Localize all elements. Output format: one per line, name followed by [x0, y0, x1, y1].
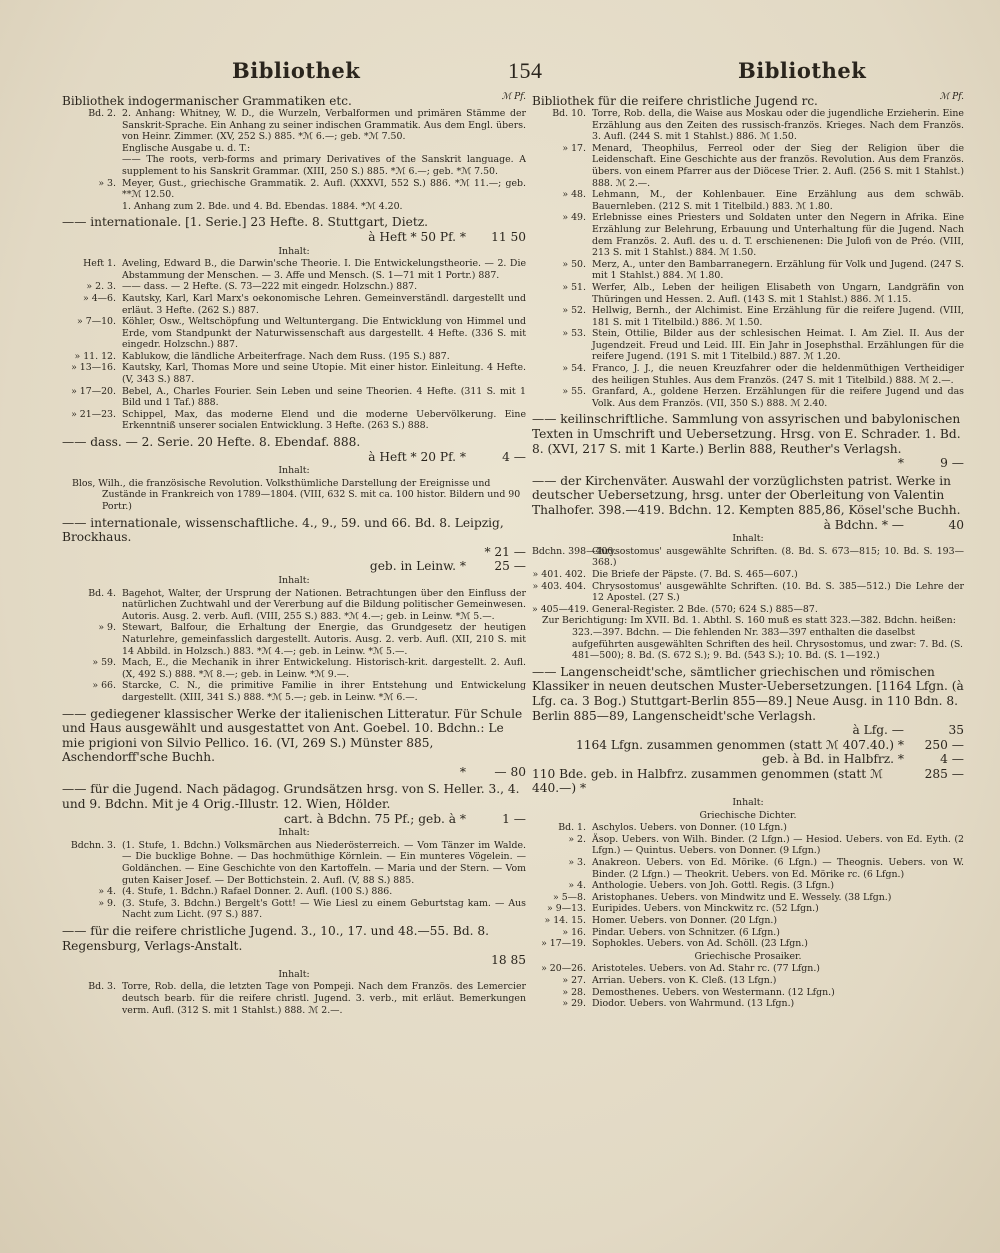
page-number: 154	[508, 58, 543, 83]
item-text: Die Briefe der Päpste. (7. Bd. S. 465—607.)	[592, 568, 798, 580]
section-heading: Griechische Dichter.	[699, 809, 797, 821]
price-line	[532, 723, 964, 738]
item-number: Bd. 2.	[88, 108, 116, 119]
entry-list	[62, 588, 526, 704]
item-text: Chrysostomus' ausgewählte Schriften. (10. Bd. S. 385—512.) Die Lehre der 12 Apostel. (27 S.)	[592, 580, 964, 604]
item-number: » 11. 12.	[74, 350, 116, 362]
item-text: Franco, J. J., die neuen Kreuzfahrer oder die heldenmüthigen Vertheidiger des heiligen Stuhles. Aus dem Französ. (247 S. mit 1 Titelbild.) 888. ℳ 2.—.	[592, 363, 964, 386]
item-number: » 17.	[562, 142, 586, 154]
item-text: Kablukow, die ländliche Arbeiterfrage. Nach dem Russ. (195 S.) 887.	[122, 350, 450, 362]
item-number: » 52.	[562, 305, 586, 317]
item-number: » 53.	[562, 328, 586, 340]
list-item	[532, 998, 964, 1010]
contents-heading: Inhalt:	[278, 465, 310, 477]
item-number: » 405—419.	[532, 603, 589, 615]
item-text: Homer. Uebers. von Donner. (20 Lfgn.)	[592, 915, 778, 926]
price-label: 110 Bde. geb. in Halbfrz. zusammen genommen (statt ℳ 440.—) *	[532, 766, 884, 796]
item-text: Menard, Theophilus, Ferreol oder der Sieg der Religion über die Leidenschaft. Eine Geschichte aus der französ. Revolution. Aus dem Französ. übers. von einem Pfarrer aus der Diöcese Trier. 2. Aufl. (256 S. mit 1 Stahlst.) 888. ℳ 2.—.	[592, 142, 964, 189]
price-line	[62, 559, 526, 574]
price-value: 4 —	[940, 752, 964, 767]
item-text: Torre, Rob. della, die Waise aus Moskau oder die jugendliche Erzieherin. Eine Erzählung aus den Zeiten des russisch-französ. Krieges. Nach dem Französ. 3. Aufl. (244 S. mit 1 Stahlst.) 886. ℳ 1.50.	[592, 108, 964, 143]
right-column	[532, 92, 964, 1229]
item-number: » 48.	[562, 189, 586, 201]
entry-list	[532, 108, 964, 409]
item-text: (3. Stufe, 3. Bdchn.) Bergelt's Gott! — Wie Liesl zu einem Geburtstag kam. — Aus Nacht zum Licht. (97 S.) 887.	[122, 897, 526, 921]
item-number: » 9.	[98, 897, 116, 909]
item-text: Diodor. Uebers. von Wahrmund. (13 Lfgn.)	[592, 998, 795, 1010]
list-item	[532, 987, 964, 999]
item-text: Köhler, Osw., Weltschöpfung und Weltuntergang. Die Entwicklung von Himmel und Erde, vom Standpunkt der Naturwissenschaft aus dargestellt. 4 Hefte. (336 S. mit eingedr. Holzschn.) 887.	[122, 316, 526, 351]
currency-unit-left: ℳ Pf.	[501, 92, 526, 102]
item-text: Kautsky, Karl, Karl Marx's oekonomische Lehren. Gemeinverständl. dargestellt und erläut. 3 Hefte. (262 S.) 887.	[122, 292, 526, 316]
item-text: Sophokles. Uebers. von Ad. Schöll. (23 Lfgn.)	[592, 938, 808, 950]
price-value: 9 —	[940, 456, 964, 471]
entry-list	[532, 546, 964, 616]
entry-lead: —— dass. — 2. Serie. 20 Hefte. 8. Ebendaf. 888.	[62, 435, 361, 450]
item-number: » 2.	[568, 833, 586, 845]
price-value: — 80	[494, 764, 526, 779]
item-text: Bagehot, Walter, der Ursprung der Nationen. Betrachtungen über den Einfluss der natürlichen Zuchtwahl und der Vererbung auf die Bildung politischer Gemeinwesen. Autoris. Ausg. 2. verb. Aufl. (VIII, 255 S.) 883. *ℳ 4.—; geb. in Leinw. *ℳ 5.—.	[122, 587, 526, 622]
price-line	[532, 738, 964, 753]
item-text: (4. Stufe, 1. Bdchn.) Rafael Donner. 2. Aufl. (100 S.) 886.	[122, 886, 393, 898]
list-item	[62, 293, 526, 316]
list-item	[532, 892, 964, 904]
item-text: Demosthenes. Uebers. von Westermann. (12 Lfgn.)	[592, 986, 835, 998]
item-text: Anthologie. Uebers. von Joh. Gottl. Regis. (3 Lfgn.)	[592, 880, 834, 892]
list-item	[62, 281, 526, 293]
list-item	[62, 657, 526, 680]
item-text: Aveling, Edward B., die Darwin'sche Theorie. I. Die Entwickelungstheorie. — 2. Die Abstammung der Menschen. — 3. Affe und Mensch. (S. 1—71 mit 1 Portr.) 887.	[122, 258, 526, 281]
running-head-left: Bibliothek	[232, 58, 361, 83]
item-text: Schippel, Max, das moderne Elend und die moderne Uebervölkerung. Eine Erkenntniß unserer socialen Entwicklung. 3 Hefte. (263 S.) 888.	[122, 408, 526, 432]
item-number: » 3.	[98, 177, 116, 189]
item-number: » 51.	[562, 281, 586, 293]
item-number: » 5—8.	[552, 891, 586, 903]
list-item	[62, 178, 526, 201]
list-item	[62, 886, 526, 898]
item-number: » 66.	[92, 680, 116, 692]
entry-lead: —— keilinschriftliche. Sammlung von assyrischen und babylonischen Texten in Umschrift und Uebersetzung. Hrsg. von E. Schrader. 1. Bd. 8. (XVI, 217 S. mit 1 Karte.) Berlin 888, Reuther's Verlagsh.	[532, 412, 961, 456]
contents-heading: Inhalt:	[278, 827, 310, 839]
item-text: 2. Anhang: Whitney, W. D., die Wurzeln, Verbalformen und primären Stämme der Sanskrit-Sprache. Ein Anhang zu seiner indischen Grammatik. Aus dem Engl. übers. von Heinr. Zimmer. (XV, 252 S.) 885. *ℳ 6.—; geb. *ℳ 7.50.	[122, 108, 526, 143]
entry-lead: —— internationale. [1. Serie.] 23 Hefte. 8. Stuttgart, Dietz.	[62, 215, 429, 230]
list-item	[62, 201, 526, 213]
entry-lead: —— der Kirchenväter. Auswahl der vorzüglichsten patrist. Werke in deutscher Uebersetzung, hrsg. unter der Oberleitung von Valentin Thalhofer. 398.—419. Bdchn. 12. Kempten 885,86, Kösel'sche Buchh.	[532, 473, 961, 517]
correction-note: Zur Berichtigung: Im XVII. Bd. 1. Abthl. S. 160 muß es statt 323.—382. Bdchn. heißen: 323.—397. Bdchn. — Die fehlenden Nr. 383—397 enthalten die daselbst aufgeführten ausgewählten Schriften des heil. Chrysostomus, und zwar: 7. Bd. (S. 481—500); 8. Bd. (S. 672 S.); 9. Bd. (543 S.); 10. Bd. (S. 1—192.)	[542, 615, 963, 662]
list-item	[532, 259, 964, 282]
entry-list	[62, 840, 526, 921]
item-text: Hellwig, Bernh., der Alchimist. Eine Erzählung für die reifere Jugend. (VIII, 181 S. mit 1 Titelbild.) 886. ℳ 1.50.	[592, 305, 964, 328]
item-number: Heft 1.	[83, 258, 116, 270]
item-number: » 50.	[562, 258, 586, 270]
item-number: » 3.	[568, 857, 586, 869]
price-value: 250 —	[924, 737, 964, 752]
price-line	[62, 953, 526, 968]
entry-lead: —— für die reifere christliche Jugend. 3., 10., 17. und 48.—55. Bd. 8. Regensburg, Verlags-Anstalt.	[62, 924, 490, 953]
list-item	[532, 328, 964, 363]
item-number: » 55.	[562, 386, 586, 398]
item-number: » 4—6.	[82, 292, 116, 304]
list-item	[532, 189, 964, 212]
list-item	[532, 108, 964, 143]
running-head-right: Bibliothek	[738, 58, 867, 83]
entry-lead: —— Langenscheidt'sche, sämtlicher griechischen und römischen Klassiker in neuen deutschen Muster-Uebersetzungen. [1164 Lfgn. (à Lfg. ca. 3 Bog.) Stuttgart-Berlin 855—89.] Neue Ausg. in 110 Bdn. 8. Berlin 885—89, Langenscheidt'sche Verlagsh.	[532, 664, 964, 723]
entry-list	[532, 963, 964, 1009]
price-line	[62, 765, 526, 780]
list-item	[62, 409, 526, 432]
item-number: Bd. 1.	[558, 822, 586, 834]
item-text: Lehmann, M., der Kohlenbauer. Eine Erzählung aus dem schwäb. Bauernleben. (212 S. mit 1 Titelbild.) 883. ℳ 1.80.	[592, 189, 964, 212]
item-number: » 9—13.	[547, 903, 586, 915]
item-text: Aschylos. Uebers. von Donner. (10 Lfgn.)	[592, 822, 787, 834]
list-item	[532, 386, 964, 409]
list-item	[532, 143, 964, 189]
item-text: Erlebnisse eines Priesters und Soldaten unter den Negern in Afrika. Eine Erzählung zur Belehrung, Erbauung und Unterhaltung für die Jugend. Nach dem Französ. 2. Aufl. des u. d. T. erschienenen: Die Julofi von de Préo. (VIII, 213 S. mit 1 Stahlst.) 884. ℳ 1.50.	[592, 212, 964, 259]
entry-title: Bibliothek indogermanischer Grammatiken etc.	[62, 94, 352, 108]
item-number: » 4.	[98, 886, 116, 898]
entry-lead: —— gediegener klassischer Werke der italienischen Litteratur. Für Schule und Haus ausgewählt und ausgestattet von Ant. Goebel. 10. Bdchn.: Le mie prigioni von Silvio Pellico. 16. (VI, 269 S.) Münster 885, Aschendorff'sche Buchh.	[62, 706, 523, 765]
bleed-through-shadow	[140, 1108, 840, 1168]
item-number: » 13—16.	[71, 362, 116, 374]
price-line	[62, 812, 526, 827]
entry-list	[62, 108, 526, 212]
entry-list	[62, 981, 526, 1016]
list-item	[62, 108, 526, 143]
price-line	[62, 230, 526, 245]
item-text: Bebel, A., Charles Fourier. Sein Leben und seine Theorien. 4 Hefte. (311 S. mit 1 Bild und 1 Taf.) 888.	[122, 385, 526, 409]
list-item	[62, 154, 526, 177]
item-text: Euripides. Uebers. von Minckwitz rc. (52 Lfgn.)	[592, 903, 819, 915]
item-number: » 401. 402.	[532, 568, 586, 580]
entry-lead: —— für die Jugend. Nach pädagog. Grundsätzen hrsg. von S. Heller. 3., 4. und 9. Bdchn. Mit je 4 Orig.-Illustr. 12. Wien, Hölder.	[62, 782, 520, 812]
list-item	[532, 915, 964, 927]
list-item	[532, 927, 964, 939]
item-number: » 59.	[92, 657, 116, 669]
list-item	[62, 316, 526, 351]
item-number: » 21—23.	[71, 408, 116, 420]
list-item	[532, 604, 964, 616]
entry-title: Bibliothek für die reifere christliche Jugend rc.	[532, 94, 818, 108]
list-item	[532, 834, 964, 857]
list-item	[532, 903, 964, 915]
item-text: Äsop. Uebers. von Wilh. Binder. (2 Lfgn.) — Hesiod. Uebers. von Ed. Eyth. (2 Lfgn.) — Quintus. Uebers. von Donner. (9 Lfgn.)	[592, 833, 964, 857]
item-text: Pindar. Uebers. von Schnitzer. (6 Lfgn.)	[592, 926, 780, 938]
contents-heading: Inhalt:	[278, 574, 310, 586]
price-value: 285 —	[924, 766, 964, 781]
item-number: » 17—20.	[71, 385, 116, 397]
list-item	[532, 363, 964, 386]
price-line	[62, 545, 526, 560]
item-text: General-Register. 2 Bde. (570; 624 S.) 885—87.	[592, 603, 818, 615]
price-label: geb. à Bd. in Halbfrz. *	[761, 752, 904, 767]
left-column	[62, 92, 526, 1229]
item-text: Kautsky, Karl, Thomas More und seine Utopie. Mit einer histor. Einleitung. 4 Hefte. (V, 343 S.) 887.	[122, 362, 526, 386]
list-item	[62, 898, 526, 921]
item-number: » 28.	[562, 986, 586, 998]
item-text: Meyer, Gust., griechische Grammatik. 2. Aufl. (XXXVI, 552 S.) 886. *ℳ 11.—; geb. **ℳ 12.50.	[122, 177, 526, 201]
entry-list	[62, 258, 526, 432]
list-item	[532, 581, 964, 604]
section-heading: Griechische Prosaiker.	[694, 950, 802, 962]
list-item	[62, 622, 526, 657]
item-number	[62, 154, 122, 177]
item-number: » 2. 3.	[86, 281, 116, 293]
price-label: *	[897, 456, 904, 471]
item-text: Arrian. Uebers. von K. Cleß. (13 Lfgn.)	[592, 974, 777, 986]
item-text: Granfard, A., goldene Herzen. Erzählungen für die reifere Jugend und das Volk. Aus dem Französ. (VII, 350 S.) 888. ℳ 2.40.	[592, 386, 964, 409]
list-item	[532, 857, 964, 880]
item-text: Chrysostomus' ausgewählte Schriften. (8. Bd. S. 673—815; 10. Bd. S. 193—368.)	[592, 545, 964, 569]
item-number: » 49.	[562, 212, 586, 224]
item-number: » 54.	[562, 363, 586, 375]
list-item	[62, 840, 526, 886]
item-text: Aristophanes. Uebers. von Mindwitz und E. Wessely. (38 Lfgn.)	[592, 891, 892, 903]
contents-heading: Inhalt:	[732, 797, 764, 809]
price-value: 40	[948, 517, 964, 532]
list-item	[62, 981, 526, 1016]
item-text: Werfer, Alb., Leben der heiligen Elisabeth von Ungarn, Landgräfin von Thüringen und Hessen. 2. Aufl. (143 S. mit 1 Stahlst.) 886. ℳ 1.15.	[592, 281, 964, 305]
entry-text: Blos, Wilh., die französische Revolution. Volksthümliche Darstellung der Ereignisse und Zustände in Frankreich von 1789—1804. (VIII, 632 S. mit ca. 100 histor. Bildern und 90 Portr.)	[72, 477, 521, 512]
list-item	[62, 258, 526, 281]
item-number	[62, 143, 122, 155]
item-number: » 7—10.	[77, 316, 116, 328]
list-item	[62, 386, 526, 409]
item-text: Starcke, C. N., die primitive Familie in ihrer Entstehung und Entwickelung dargestellt. (XIII, 341 S.) 888. *ℳ 5.—; geb. in Leinw. *ℳ 6.—.	[122, 680, 526, 703]
list-item	[532, 569, 964, 581]
item-number: » 20—26.	[541, 963, 586, 975]
item-number: Bd. 10.	[552, 108, 586, 119]
price-line	[532, 456, 964, 471]
list-item	[62, 362, 526, 385]
list-item	[532, 975, 964, 987]
price-label: à Bdchn. * —	[823, 517, 904, 532]
list-item	[62, 351, 526, 363]
item-number: » 4.	[568, 880, 586, 892]
list-item	[532, 880, 964, 892]
entry-list	[532, 822, 964, 950]
item-number: Bd. 3.	[88, 981, 116, 993]
list-item	[532, 963, 964, 975]
contents-heading: Inhalt:	[732, 533, 764, 545]
item-number: Bdchn. 3.	[70, 839, 116, 851]
item-text: Stewart, Balfour, die Erhaltung der Energie, das Grundgesetz der heutigen Naturlehre, gemeinfasslich dargestellt. Autoris. Ausg. 2. verb. Aufl. (XII, 210 S. mit 14 Abbild. in Holzsch.) 883. *ℳ 4.—; geb. in Leinw. *ℳ 5.—.	[122, 622, 526, 657]
price-label: geb. in Leinw. *	[369, 559, 466, 574]
price-line	[532, 767, 964, 796]
price-value: 11 50	[491, 229, 526, 244]
item-number: Bdchn. 398—400.	[532, 545, 617, 557]
item-text: Mach, E., die Mechanik in ihrer Entwickelung. Historisch-krit. dargestellt. 2. Aufl. (X, 492 S.) 888. *ℳ 8.—; geb. in Leinw. *ℳ 9.—.	[122, 657, 526, 680]
price-label: à Heft * 20 Pf. *	[368, 449, 466, 464]
item-text: Anakreon. Uebers. von Ed. Mörike. (6 Lfgn.) — Theognis. Uebers. von W. Binder. (2 Lfgn.) — Theokrit. Uebers. von Ed. Mörike rc. (6 Lfgn.)	[592, 857, 964, 880]
contents-heading: Inhalt:	[278, 968, 310, 980]
list-item	[62, 588, 526, 623]
item-number: » 9.	[98, 622, 116, 634]
item-number: » 27.	[562, 974, 586, 986]
contents-heading: Inhalt:	[278, 245, 310, 257]
price-label: 1164 Lfgn. zusammen genommen (statt ℳ 407.40.) *	[576, 737, 904, 752]
item-text: Stein, Ottilie, Bilder aus der schlesischen Heimat. I. Am Ziel. II. Aus der Jugendzeit. Freud und Leid. III. Ein Jahr in Josephsthal. Erzählungen für die reifere Jugend. (191 S. mit 1 Titelbild.) 887. ℳ 1.20.	[592, 328, 964, 363]
price-line	[62, 450, 526, 465]
item-number: » 17—19.	[541, 938, 586, 950]
item-number	[62, 201, 122, 213]
item-text: Merz, A., unter den Bambarranegern. Erzählung für Volk und Jugend. (247 S. mit 1 Stahlst.) 884. ℳ 1.80.	[592, 258, 964, 282]
item-text: Englische Ausgabe u. d. T.:	[122, 142, 251, 154]
currency-unit-right: ℳ Pf.	[939, 92, 964, 102]
price-label: à Heft * 50 Pf. *	[368, 229, 466, 244]
price-value: 35	[948, 723, 964, 738]
price-line	[532, 518, 964, 533]
price-label: à Lfg. —	[852, 723, 904, 738]
price-label: *	[459, 764, 466, 779]
list-item	[532, 938, 964, 950]
price-label: cart. à Bdchn. 75 Pf.; geb. à *	[283, 811, 466, 826]
list-item	[532, 282, 964, 305]
price-line	[532, 752, 964, 767]
item-number: » 14. 15.	[544, 915, 586, 926]
list-item	[532, 546, 964, 569]
list-item	[532, 822, 964, 834]
price-value: 1 —	[502, 811, 526, 826]
price-value: 4 —	[502, 449, 526, 464]
item-text: 1. Anhang zum 2. Bde. und 4. Bd. Ebendas. 1884. *ℳ 4.20.	[122, 200, 403, 212]
item-number: » 29.	[562, 998, 586, 1010]
item-text: —— The roots, verb-forms and primary Derivatives of the Sanskrit language. A supplement to his Sanskrit Grammar. (XIII, 250 S.) 885. *ℳ 6.—; geb. *ℳ 7.50.	[122, 154, 526, 177]
item-number: Bd. 4.	[88, 587, 116, 599]
item-text: (1. Stufe, 1. Bdchn.) Volksmärchen aus Niederösterreich. — Vom Tänzer im Walde. — Die bucklige Bohne. — Das hochmüthige Körnlein. — Ein munteres Vögelein. — Goldänchen. — Eine Geschichte von den Kartoffeln. — Maria und der Stern. — Vom guten Kaiser Josef. — Der Bottichstein. 2. Aufl. (V, 88 S.) 885.	[122, 839, 526, 886]
item-text: Aristoteles. Uebers. von Ad. Stahr rc. (77 Lfgn.)	[592, 963, 820, 975]
list-item	[62, 680, 526, 703]
item-text: Torre, Rob. della, die letzten Tage von Pompeji. Nach dem Französ. des Lemercier deutsch bearb. für die reifere christl. Jugend. 3. verb., mit erläut. Bemerkungen verm. Aufl. (312 S. mit 1 Stahlst.) 888. ℳ 2.—.	[122, 981, 526, 1016]
list-item	[532, 212, 964, 258]
list-item	[532, 305, 964, 328]
price-value: 18 85	[491, 953, 526, 968]
item-text: —— dass. — 2 Hefte. (S. 73—222 mit eingedr. Holzschn.) 887.	[122, 281, 418, 293]
entry-lead: —— internationale, wissenschaftliche. 4., 9., 59. und 66. Bd. 8. Leipzig, Brockhaus.	[62, 515, 504, 545]
item-number: » 403. 404.	[532, 580, 586, 592]
price-value: 25 —	[494, 559, 526, 574]
item-number: » 16.	[562, 926, 586, 938]
list-item	[62, 143, 526, 155]
price-value: * 21 —	[484, 544, 526, 559]
